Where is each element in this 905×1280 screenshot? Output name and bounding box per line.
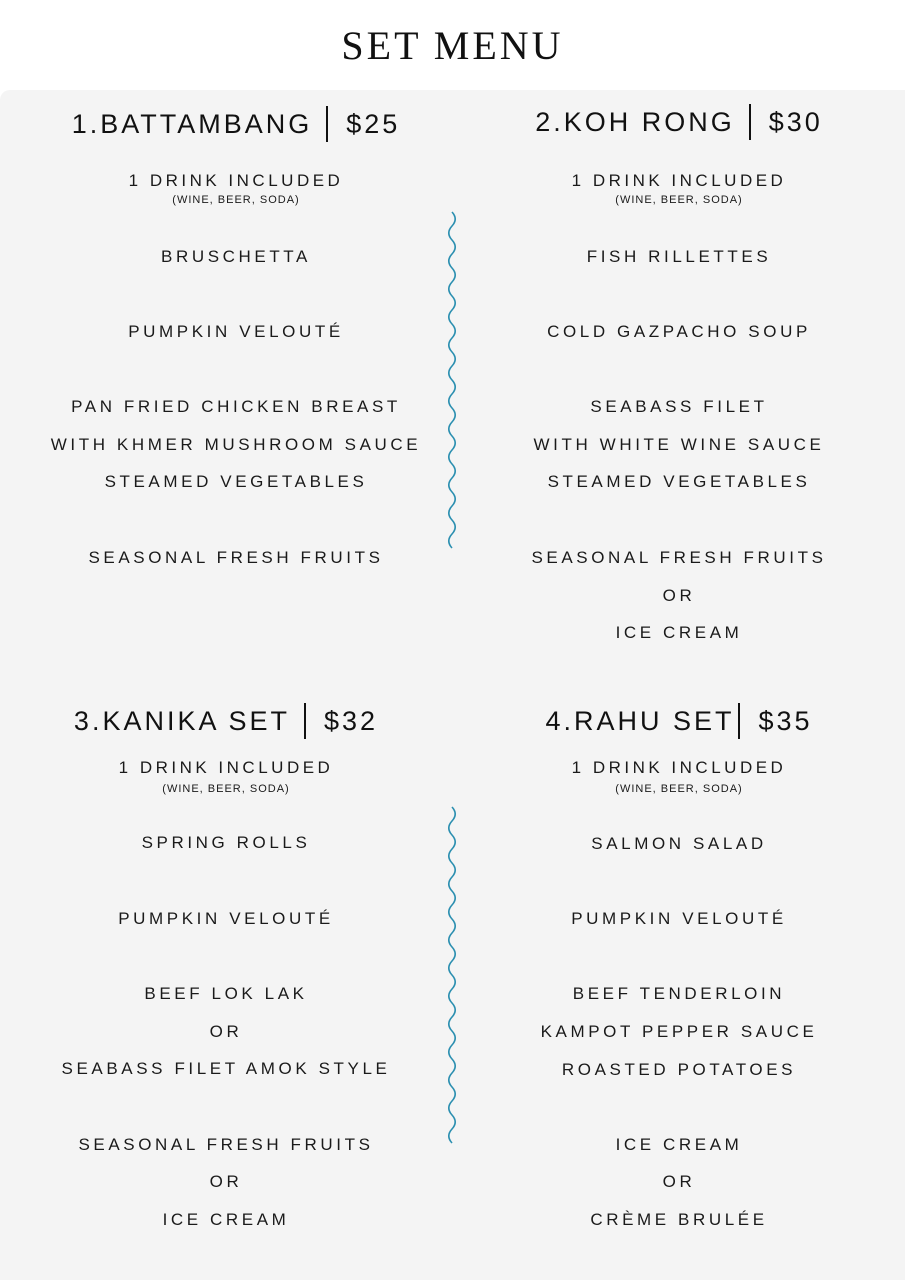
drink-note: (WINE, BEER, SODA) [615, 194, 743, 206]
set-heading [10, 104, 462, 144]
menu-item: OR [662, 586, 696, 605]
drink-note: (WINE, BEER, SODA) [615, 783, 743, 795]
page-title: SET MENU [341, 23, 564, 68]
heading-divider [326, 106, 328, 142]
menu-item: PUMPKIN VELOUTÉ [128, 322, 344, 341]
menu-item: BEEF TENDERLOIN [572, 984, 786, 1003]
heading-divider [738, 703, 740, 739]
drink-included: 1 DRINK INCLUDED [118, 758, 334, 777]
set-price: $25 [346, 108, 401, 139]
menu-item: STEAMED VEGETABLES [547, 472, 811, 491]
menu-item: SEABASS FILET [590, 397, 768, 416]
menu-item: BEEF LOK LAK [144, 984, 308, 1003]
set-heading [453, 102, 905, 142]
heading-divider [304, 703, 306, 739]
heading-divider [749, 104, 751, 140]
menu-item: KAMPOT PEPPER SAUCE [540, 1022, 818, 1041]
drink-included: 1 DRINK INCLUDED [571, 758, 787, 777]
menu-item: ROASTED POTATOES [561, 1060, 797, 1079]
set-name: 4.RAHU SET [545, 705, 735, 736]
menu-item: ICE CREAM [615, 623, 743, 642]
wavy-line [449, 807, 455, 1143]
wavy-line [449, 212, 455, 548]
menu-item: COLD GAZPACHO SOUP [547, 322, 811, 341]
menu-item: PUMPKIN VELOUTÉ [118, 909, 334, 928]
menu-item: SEASONAL FRESH FRUITS [78, 1135, 374, 1154]
set-heading [0, 701, 452, 741]
menu-item: SALMON SALAD [591, 834, 767, 853]
menu-item: ICE CREAM [615, 1135, 743, 1154]
set-heading [453, 701, 905, 741]
wavy-divider-icon [440, 805, 464, 1155]
menu-item: OR [662, 1172, 696, 1191]
set-price: $30 [768, 106, 823, 137]
menu-item: STEAMED VEGETABLES [104, 472, 368, 491]
menu-item: PUMPKIN VELOUTÉ [571, 909, 787, 928]
drink-note: (WINE, BEER, SODA) [162, 783, 290, 795]
menu-item: SEASONAL FRESH FRUITS [88, 548, 384, 567]
menu-item: SEASONAL FRESH FRUITS [531, 548, 827, 567]
menu-item: ICE CREAM [162, 1210, 290, 1229]
menu-item: OR [209, 1022, 243, 1041]
menu-item: SPRING ROLLS [141, 833, 311, 852]
drink-note: (WINE, BEER, SODA) [172, 194, 300, 206]
menu-item: FISH RILLETTES [586, 247, 772, 266]
set-price: $35 [758, 705, 813, 736]
set-price: $32 [324, 705, 379, 736]
menu-item: WITH WHITE WINE SAUCE [533, 435, 825, 454]
wavy-divider-icon [440, 210, 464, 560]
menu-item: SEABASS FILET AMOK STYLE [61, 1059, 391, 1078]
drink-included: 1 DRINK INCLUDED [128, 171, 344, 190]
menu-item: OR [209, 1172, 243, 1191]
set-name: 2.KOH RONG [535, 106, 735, 137]
menu-item: CRÈME BRULÉE [590, 1210, 768, 1229]
menu-item: BRUSCHETTA [161, 247, 311, 266]
menu-item: WITH KHMER MUSHROOM SAUCE [50, 435, 422, 454]
menu-item: PAN FRIED CHICKEN BREAST [71, 397, 401, 416]
set-name: 3.KANIKA SET [73, 705, 290, 736]
drink-included: 1 DRINK INCLUDED [571, 171, 787, 190]
set-name: 1.BATTAMBANG [71, 108, 313, 139]
